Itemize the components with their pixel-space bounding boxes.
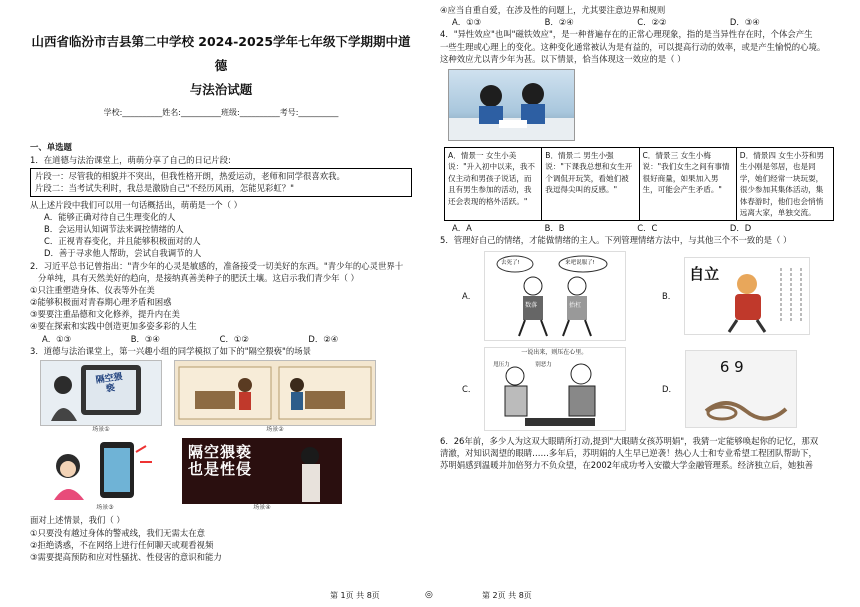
q4-option-d[interactable]: D．D bbox=[729, 223, 752, 234]
talking-man-body bbox=[569, 386, 595, 416]
q5-image-b-drawing bbox=[685, 258, 809, 334]
exam-title bbox=[30, 30, 412, 101]
q3-option-a[interactable]: A．①③ bbox=[452, 17, 482, 28]
right-page-number: 第 2页 共 8页 bbox=[482, 591, 532, 601]
girl-body bbox=[54, 489, 84, 500]
q1-option-d[interactable]: D．善于寻求他人帮助，尝试自我调节的人 bbox=[44, 248, 202, 259]
q2-item-2: ②能够积极面对青春期心理矛盾和困惑 bbox=[30, 297, 172, 308]
q6-line-1: 6．26年前，多少人为这双大眼睛所打动,提到"大眼睛女孩苏明娟"，我猜一定能够唤起你的记忆，那双 bbox=[440, 435, 819, 446]
right-person-head bbox=[290, 378, 304, 392]
victim-head bbox=[301, 447, 319, 465]
rope-loop bbox=[708, 407, 736, 419]
tag-1: 数落 bbox=[525, 301, 538, 309]
q5-label-c: C． bbox=[462, 383, 477, 394]
q3-scene-row-1 bbox=[40, 360, 412, 435]
q2-item-1: ①只注重塑造身体、仪表等外在美 bbox=[30, 284, 155, 295]
q4-cell-d: D．情景四 女生小芬和男生小刚是邻居，也是同学，她们经常一块玩耍，很少参加其集体活动，集体春游时，他们也会悄悄远离大家，单独交流。 bbox=[736, 147, 833, 220]
girl-student-head bbox=[480, 85, 502, 107]
left-person-head bbox=[238, 378, 252, 392]
q5-image-d bbox=[685, 350, 797, 428]
scene-2-drawing bbox=[175, 361, 375, 425]
victim-body bbox=[302, 464, 320, 502]
section-heading: 一、单选题 bbox=[30, 141, 72, 152]
scene-4-illustration bbox=[182, 438, 342, 504]
q4-option-b[interactable]: B．B bbox=[544, 223, 565, 234]
scene-2 bbox=[174, 360, 376, 435]
right-person-body bbox=[291, 392, 303, 410]
q3-item-4: ④应当自重自爱，在涉及性的问题上，尤其要注意边界和规则 bbox=[440, 5, 666, 15]
left-desk bbox=[195, 391, 235, 409]
q1-diary-box bbox=[30, 168, 412, 196]
man-1-head bbox=[524, 277, 542, 295]
climber-head bbox=[737, 274, 757, 294]
q3-item-2: ②拒绝诱惑，不在网络上进行任何聊天或观看视频 bbox=[30, 539, 214, 550]
question-5 bbox=[440, 234, 838, 430]
left-page-number: 第 1页 共 8页 bbox=[330, 591, 380, 601]
self-reliance-title: 自立 bbox=[689, 264, 720, 283]
climber-legs bbox=[729, 320, 765, 332]
bubble-2-text: 来吧说服了! bbox=[565, 259, 595, 266]
q4-cell-c: C．情景三 女生小梅说："我们女生之间有事情很好商量，如果加入男生，可能会产生矛盾。" bbox=[639, 147, 736, 220]
q5-image-d-drawing bbox=[686, 351, 796, 427]
scene-1 bbox=[40, 360, 162, 435]
q3-stem: 3．道德与法治课堂上，第一兴趣小组的同学模拟了如下的"隔空猥亵"的场景 bbox=[30, 345, 312, 356]
q1-option-b[interactable]: B．会运用认知调节法来调控情绪的人 bbox=[44, 223, 184, 234]
center-binding-mark: ◎ bbox=[425, 589, 433, 600]
q5-label-d: D． bbox=[662, 383, 677, 394]
q1-option-a[interactable]: A．能够正确对待自己生理变化的人 bbox=[44, 211, 176, 222]
c-caption: 一说出来，则压在心里。 bbox=[521, 348, 588, 356]
left-person-body bbox=[239, 392, 251, 410]
q3-scene-row-2 bbox=[40, 438, 412, 513]
scene-1-illustration bbox=[40, 360, 162, 426]
q2-item-4: ④要在探索和实践中创造更加多姿多彩的人生 bbox=[30, 321, 197, 332]
scene-2-illustration bbox=[174, 360, 376, 426]
open-book bbox=[499, 120, 527, 128]
right-page bbox=[430, 0, 860, 607]
q2-stem-2: 分单纯，具有天然美好的趋向，是接纳真善美种子的肥沃土壤。这启示我们青少年（ ） bbox=[38, 272, 359, 283]
calligraphy-columns bbox=[781, 268, 801, 322]
climber-body bbox=[735, 294, 761, 320]
bubble-1-text: 去死了! bbox=[501, 259, 520, 266]
q1-option-c[interactable]: C．正视青春变化，并且能够积极面对的人 bbox=[44, 236, 201, 247]
q2-option-d[interactable]: D．②④ bbox=[308, 333, 339, 344]
q3-ask: 面对上述情景，我们（ ） bbox=[30, 515, 125, 526]
scene-4-caption: 场景④ bbox=[253, 503, 271, 511]
c-tag-1: 甩压力 bbox=[493, 361, 510, 368]
q4-stem-3: 这种效应尤以青少年为甚。以下情景，恰当体现这一效应的是（ ） bbox=[440, 53, 686, 64]
scene-1-sign: 隔空猥亵 bbox=[95, 372, 124, 395]
c-tag-2: 别恶力 bbox=[535, 361, 552, 368]
q4-option-c[interactable]: C．C bbox=[637, 223, 658, 234]
question-3 bbox=[30, 345, 412, 563]
scene-3-caption: 场景③ bbox=[96, 503, 114, 511]
scene-4-drawing bbox=[182, 438, 342, 504]
q5-option-b[interactable] bbox=[662, 251, 852, 341]
q5-image-c-drawing bbox=[485, 348, 625, 430]
question-2 bbox=[30, 260, 412, 345]
q4-cell-a: A．情景一 女生小美说："升入初中以来，我不仅主动和男孩子说话，而且有男生参加的活动，我还会表现的格外活跃。" bbox=[445, 147, 542, 220]
right-desk bbox=[305, 391, 345, 409]
talking-man-head bbox=[571, 364, 591, 384]
q5-image-a bbox=[484, 251, 626, 341]
q4-cell-b: B．情景二 男生小强说："下课我总想和女生开个调侃开玩笑，看她们被我逗得尖叫的反感。" bbox=[542, 147, 639, 220]
student-info-line: 学校:__________姓名:__________班级:__________考号:__________ bbox=[103, 108, 339, 118]
legs bbox=[519, 320, 591, 336]
scene-3-illustration bbox=[40, 438, 170, 504]
q5-option-a[interactable] bbox=[462, 251, 652, 341]
q5-label-a: A． bbox=[462, 290, 477, 301]
q2-item-3: ③要要注重品德和文化修养，提升内在美 bbox=[30, 309, 180, 320]
scene-3 bbox=[40, 438, 170, 513]
scene-4 bbox=[182, 438, 342, 513]
q5-option-d[interactable] bbox=[662, 347, 852, 431]
scene-1-caption: 场景① bbox=[92, 426, 110, 434]
q2-option-a[interactable]: A．①③ bbox=[42, 333, 72, 344]
q3-option-b[interactable]: B．②④ bbox=[544, 17, 574, 28]
scene-4-line-2: 也是性侵 bbox=[188, 459, 253, 478]
q1-fragment-1: 片段一：尽管我的相貌并不突出，但我性格开朗，热爱运动，老师和同学很喜欢我。 bbox=[35, 171, 345, 182]
scene-3-screen bbox=[104, 448, 130, 492]
q2-option-b[interactable]: B．③④ bbox=[130, 333, 160, 344]
question-6 bbox=[440, 435, 838, 472]
scene-4-line-1: 隔空猥亵 bbox=[188, 442, 253, 461]
alert-lines bbox=[136, 446, 152, 462]
man-2-head bbox=[568, 277, 586, 295]
boy-student-head bbox=[522, 83, 544, 105]
title-line-1: 山西省临汾市吉县第二中学校 2024-2025学年七年级下学期期中道德 bbox=[31, 34, 411, 73]
q5-image-b bbox=[684, 257, 810, 335]
figure-head bbox=[54, 376, 72, 394]
q4-stem-2: 一些生理或心理上的变化。这种变化通常被认为是有益的，可以提高行动的效率，或是产生愉悦的心境。 bbox=[440, 41, 826, 52]
q4-option-a[interactable]: A．A bbox=[452, 223, 472, 234]
bench bbox=[525, 418, 595, 426]
q4-photo-drawing bbox=[449, 70, 574, 140]
title-line-2: 与法治试题 bbox=[189, 81, 253, 97]
tag-2: 抬杠 bbox=[569, 301, 582, 309]
q5-image-c bbox=[484, 347, 626, 431]
question-4 bbox=[440, 28, 838, 234]
q6-line-2: 清澈，对知识渴望的眼睛……多年后，苏明娟的人生早已逆袭！热心人士和专业希望工程团队帮助下， bbox=[440, 447, 817, 458]
q3-option-d[interactable]: D．③④ bbox=[729, 17, 760, 28]
q3-item-3: ③需要提高预防和应对性骚扰、性侵害的意识和能力 bbox=[30, 551, 222, 562]
q2-stem-1: 2．习近平总书记曾指出："青少年的心灵是敏感的，准备接受一切美好的东西。"青少年的心灵世界十 bbox=[30, 260, 404, 271]
scene-3-drawing bbox=[40, 438, 170, 504]
girl-face bbox=[60, 461, 76, 477]
q5-option-images bbox=[462, 251, 838, 431]
q6-line-3: 苏明娟感到温暖并加倍努力不负众望，在2002年成功考入安徽大学金融管理系。经济独立后，她独善 bbox=[440, 460, 814, 471]
numbers-text: 6 9 bbox=[719, 357, 744, 376]
sad-man-body bbox=[505, 386, 527, 416]
q1-fragment-2: 片段二：当考试失利时，我总是激励自己"不经历风雨，怎能见彩虹？" bbox=[35, 183, 294, 194]
q5-label-b: B． bbox=[662, 290, 677, 301]
q2-option-c[interactable]: C．①② bbox=[219, 333, 249, 344]
rope-coil bbox=[706, 403, 786, 419]
q3-option-c[interactable]: C．②② bbox=[637, 17, 667, 28]
q4-stem-1: 4．"异性效应"也叫"磁铁效应"，是一种普遍存在的正常心理现象，指的是当异性存在时，个体会产生 bbox=[440, 29, 813, 40]
q4-situation-table bbox=[444, 147, 834, 221]
scene-2-caption: 场景② bbox=[266, 426, 284, 434]
question-1 bbox=[30, 154, 412, 260]
q1-ask: 从上述片段中我们可以用一句话概括出，萌萌是一个（ ） bbox=[30, 199, 243, 210]
q1-stem: 1．在道德与法治课堂上，萌萌分享了自己的日记片段: bbox=[30, 155, 231, 166]
q5-stem: 5．管理好自己的情绪，才能做情绪的主人。下列管理情绪方法中，与其他三个不一致的是（ ） bbox=[440, 235, 792, 246]
q3-item-1: ①只要没有越过身体的警戒线，我们无需太在意 bbox=[30, 527, 206, 538]
q4-classroom-photo bbox=[448, 69, 575, 141]
figure-body bbox=[51, 408, 77, 421]
q5-option-c[interactable] bbox=[462, 347, 652, 431]
